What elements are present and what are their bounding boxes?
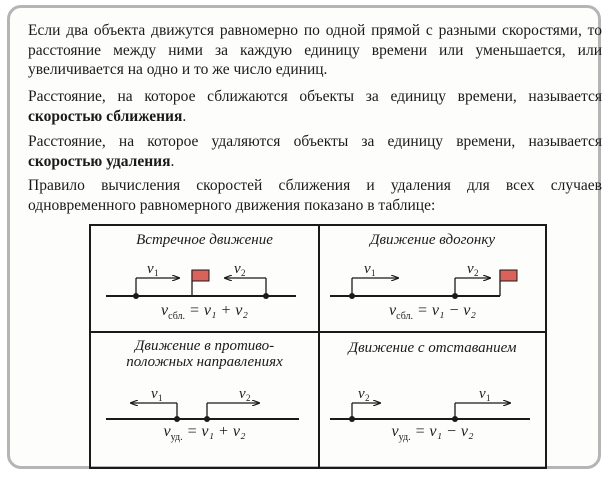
- v2-label: v: [358, 386, 365, 402]
- motion-table: [89, 224, 547, 469]
- svg-text:2: 2: [246, 393, 251, 403]
- paragraph-definition: Если два объекта движутся равномерно по одной прямой с разными скоростями, то расстояние между ними за каждую единицу времени или уменьшается, или увеличивается на одно и то же число единиц.: [28, 22, 602, 78]
- diagram-lagging: [320, 333, 545, 469]
- rule-card: [7, 5, 601, 469]
- svg-text:1: 1: [158, 393, 163, 403]
- formula-lagging: $v_{уд.} = v_1 - v_2$: [391, 423, 474, 444]
- approach-term: скоростью сближения: [28, 107, 183, 125]
- formula-opposite: $v_{уд.} = v_1 + v_2$: [163, 423, 246, 444]
- svg-text:1: 1: [486, 393, 491, 403]
- separation-text: Расстояние, на которое удаляются объекты за единицу времени, называется: [28, 133, 602, 150]
- formula-head-on: $v_{сбл.} = v_1 + v_2$: [161, 302, 248, 323]
- cell-title-head-on: Встречное движение: [136, 232, 273, 248]
- approach-end: .: [182, 107, 187, 125]
- cell-title-opposite: Движение в противо- положных направлениях: [126, 338, 283, 370]
- svg-text:1: 1: [154, 268, 159, 278]
- v2-label: v: [234, 261, 241, 277]
- svg-text:2: 2: [241, 268, 246, 278]
- v1-label: v: [364, 261, 371, 277]
- v1-label: v: [479, 386, 486, 402]
- paragraph-rule-intro: Правило вычисления скоростей сближения и удаления для всех случаев одновременного равномерного движения показано в таблице:: [28, 177, 602, 214]
- paragraph-approach-speed: [28, 87, 602, 126]
- v2-label: v: [239, 386, 246, 402]
- v1-label: v: [151, 386, 158, 402]
- v1-label: v: [147, 261, 154, 277]
- cell-title-lagging: Движение с отставанием: [348, 340, 517, 356]
- v2-label: v: [467, 261, 474, 277]
- approach-text: Расстояние, на которое сближаются объекты за единицу времени, называется: [28, 88, 602, 105]
- diagram-opposite: [91, 333, 318, 469]
- cell-title-pursuit: Движение вдогонку: [369, 232, 496, 248]
- formula-pursuit: $v_{сбл.} = v_1 - v_2$: [389, 302, 476, 323]
- paragraph-separation-speed: [28, 132, 602, 171]
- svg-text:2: 2: [474, 268, 479, 278]
- svg-text:2: 2: [365, 393, 370, 403]
- svg-text:1: 1: [371, 268, 376, 278]
- separation-term: скоростью удаления: [28, 152, 171, 170]
- separation-end: .: [170, 152, 175, 170]
